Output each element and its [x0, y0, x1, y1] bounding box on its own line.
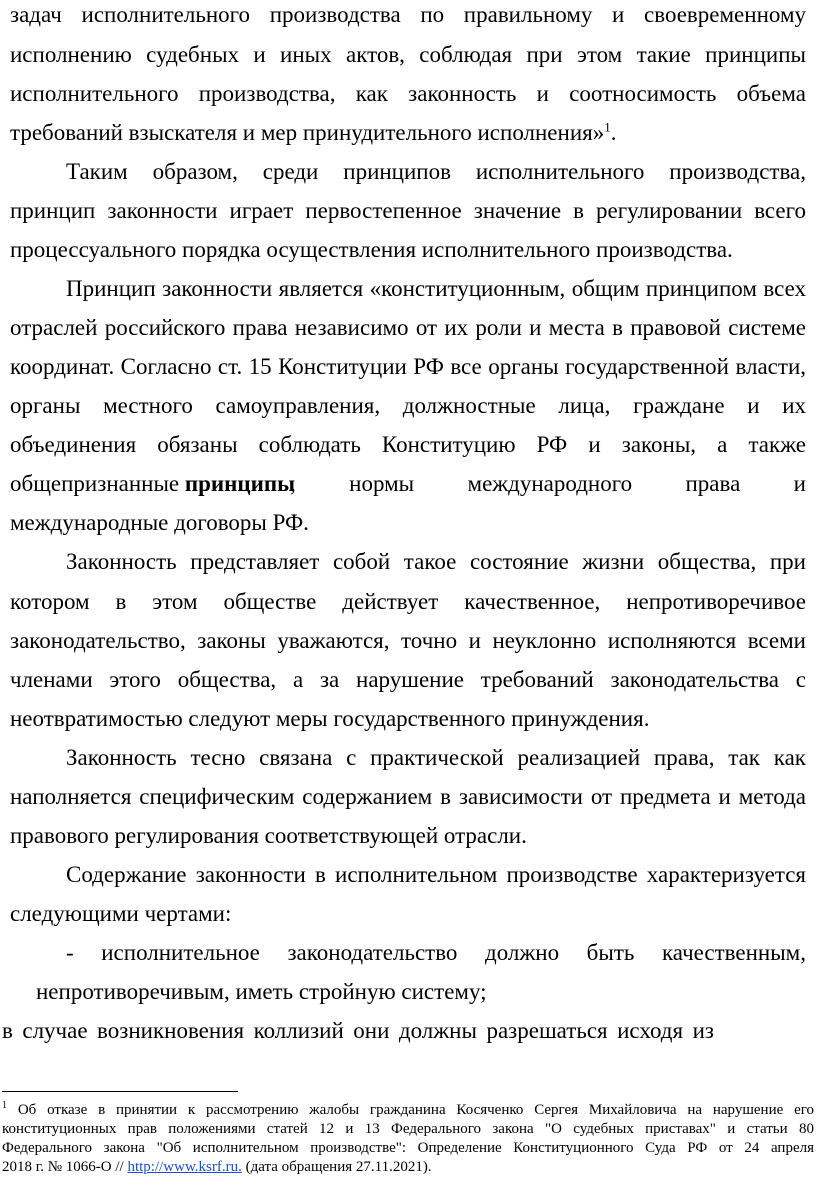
- paragraph-first-line: Таким образом, среди принципов исполнительного производства,: [66, 159, 806, 184]
- footnote-text: 2018 г. № 1066-О //: [2, 1159, 124, 1175]
- text-line: задач исполнительного производства по правильному и своевременному: [10, 2, 806, 27]
- text-line: [10, 119, 616, 147]
- text-fragment: общепризнанные: [10, 471, 180, 496]
- text-fragment: .: [610, 120, 617, 145]
- footnote-number: 1: [2, 1100, 7, 1111]
- text-line: в случае возникновения коллизий они должны разрешаться исходя из: [2, 1018, 714, 1043]
- text-line: членами этого общества, а за нарушение требований законодательства с: [10, 667, 806, 692]
- text-line: процессуального порядка осуществления исполнительного производства.: [10, 237, 733, 262]
- text-line: объединения обязаны соблюдать Конституцию РФ и законы, а также: [10, 432, 806, 457]
- text-line: законодательство, законы уважаются, точно и неуклонно исполняются всеми: [10, 628, 806, 653]
- text-line-continuation: , нормы международного права и: [290, 471, 806, 496]
- text-line: принцип законности играет первостепенное значение в регулировании всего: [10, 198, 806, 223]
- text-line: отраслей российского права независимо от их роли и места в правовой системе: [10, 315, 806, 340]
- footnote-line: конституционных прав положениями статей 12 и 13 Федерального закона "О судебных приставах" и статьи 80: [2, 1121, 814, 1137]
- footnote-text: (дата обращения 27.11.2021).: [245, 1159, 432, 1175]
- paragraph-first-line: Принцип законности является «конституционным, общим принципом всех: [66, 276, 806, 301]
- footnote-text: Об отказе в принятии к рассмотрению жалобы гражданина Косяченко Сергея Михайловича на нарушение его: [17, 1102, 815, 1118]
- text-line: координат. Согласно ст. 15 Конституции РФ все органы государственной власти,: [10, 354, 806, 379]
- footnote-line: Федерального закона "Об исполнительном производстве": Определение Конституционного Суда РФ от 24 апреля: [2, 1140, 814, 1156]
- text-line: международные договоры РФ.: [10, 510, 309, 535]
- paragraph-first-line: Законность тесно связана с практической реализацией права, так как: [66, 745, 806, 770]
- footnote-separator: [2, 1091, 238, 1092]
- footnote-reference[interactable]: 1: [604, 119, 611, 135]
- footnote-line: [2, 1101, 814, 1120]
- text-fragment: требований взыскателя и мер принудительного исполнения»: [10, 120, 605, 145]
- text-line: котором в этом обществе действует качественное, непротиворечивое: [10, 589, 806, 614]
- text-line: исполнительного производства, как законность и соотносимость объема: [10, 81, 806, 106]
- text-line: наполняется специфическим содержанием в зависимости от предмета и метода: [10, 784, 806, 809]
- text-line: неотвратимостью следуют меры государственного принуждения.: [10, 706, 650, 731]
- text-line: правового регулирования соответствующей отрасли.: [10, 823, 527, 848]
- list-item-line: непротиворечивым, иметь стройную систему;: [36, 979, 487, 1004]
- text-line: [10, 470, 295, 498]
- bold-term: принципы: [184, 471, 296, 496]
- list-item-first-line: - исполнительное законодательство должно быть качественным,: [66, 940, 806, 965]
- footnote-line: [2, 1158, 814, 1177]
- text-line: следующими чертами:: [10, 901, 232, 926]
- paragraph-first-line: Законность представляет собой такое состояние жизни общества, при: [66, 549, 806, 574]
- text-line: исполнению судебных и иных актов, соблюдая при этом такие принципы: [10, 42, 806, 67]
- paragraph-first-line: Содержание законности в исполнительном производстве характеризуется: [66, 862, 806, 887]
- text-line: органы местного самоуправления, должностные лица, граждане и их: [10, 393, 806, 418]
- footnote-link[interactable]: http://www.ksrf.ru.: [127, 1159, 242, 1175]
